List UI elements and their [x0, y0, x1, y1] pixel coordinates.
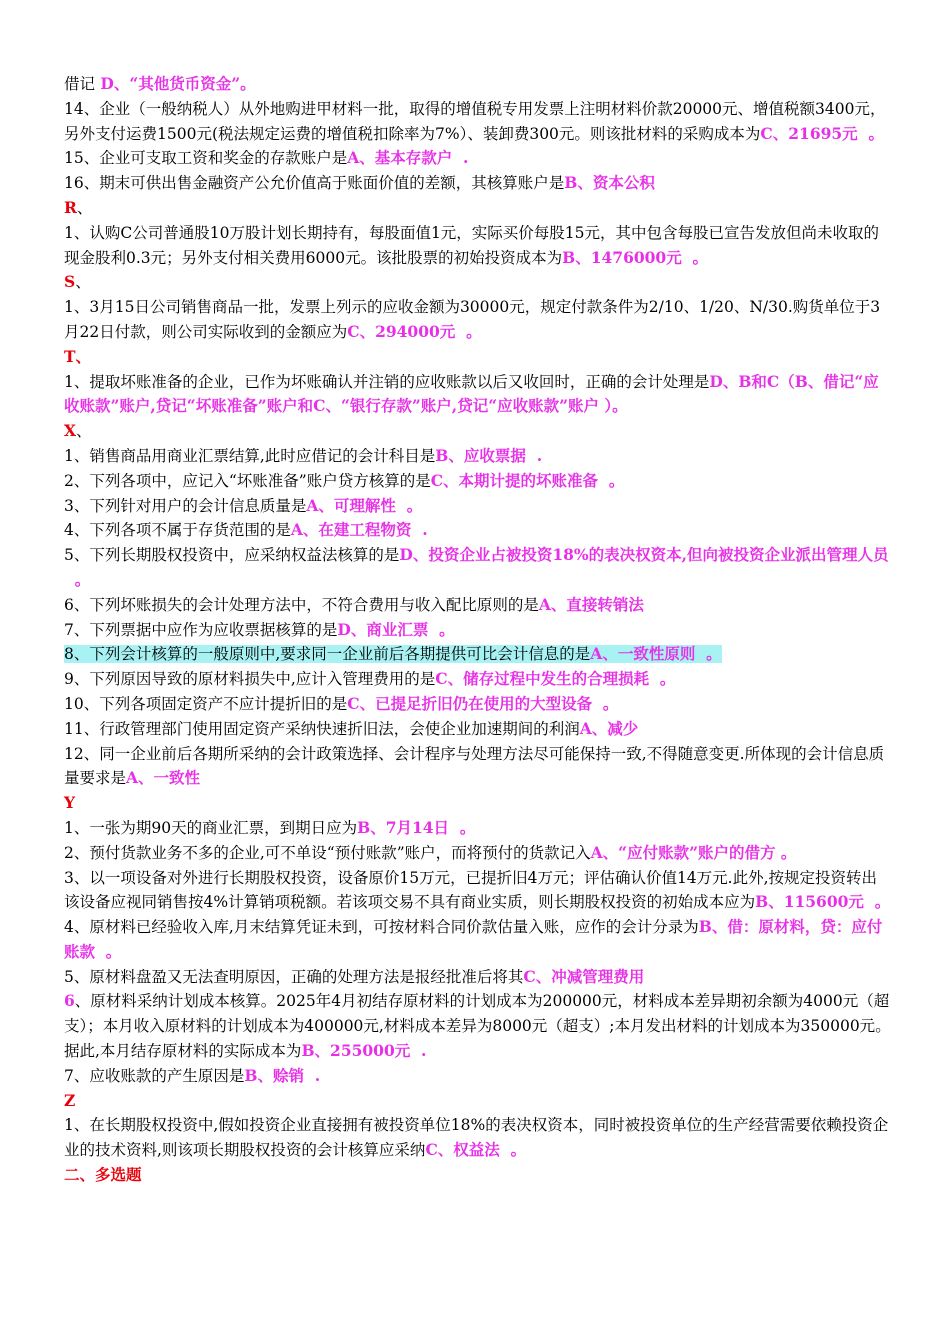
question-text: 14、企业（一般纳税人）从外地购进甲材料一批，取得的增值税专用发票上注明材料价款20000元、增值税额3400元，另外支付运费1500元(税法规定运费的增值税扣除率为7%）、装卸费300元。则该批材料的采购成本为	[64, 99, 886, 143]
trailing-punct: 、	[76, 198, 93, 217]
question-line	[64, 97, 892, 147]
question-line	[64, 1064, 892, 1089]
section-heading	[64, 419, 892, 444]
question-text: 6、下列坏账损失的会计处理方法中，不符合费用与收入配比原则的是	[64, 595, 539, 614]
question-text: 11、行政管理部门使用固定资产采纳快速折旧法，会使企业加速期间的利润	[64, 719, 580, 738]
question-line	[64, 816, 892, 841]
question-text: 5、下列长期股权投资中，应采纳权益法核算的是	[64, 546, 400, 565]
answer-text: B、255000元	[301, 1041, 411, 1061]
question-line	[64, 841, 892, 866]
question-text: 9、下列原因导致的原材料损失中,应计入管理费用的是	[64, 670, 436, 689]
question-text: 借记	[64, 75, 96, 93]
section-letter: X	[64, 421, 77, 441]
answer-text: A、“应付账款”账户的借方 。	[590, 842, 797, 862]
question-text: 1、销售商品用商业汇票结算,此时应借记的会计科目是	[64, 446, 436, 465]
question-line	[64, 667, 892, 692]
answer-text: B、7月14日	[357, 817, 450, 837]
question-number: 6	[64, 991, 75, 1011]
question-text: 1、认购C公司普通股10万股计划长期持有，每股面值1元，实际买价每股15元，其中包含每股已宣告发放但尚未收取的现金股利0.3元；另外支付相关费用6000元。该批股票的初始投资成本为	[64, 223, 880, 267]
question-text: 16、期末可供出售金融资产公允价值高于账面价值的差额，其核算账户是	[64, 174, 565, 193]
question-text: 8、下列会计核算的一般原则中,要求同一企业前后各期提供可比会计信息的是	[64, 645, 591, 664]
answer-text: A、一致性	[126, 768, 201, 788]
answer-text: C、21695元	[760, 123, 858, 143]
question-line	[64, 866, 892, 916]
question-text: 1、提取坏账准备的企业，已作为坏账确认并注销的应收账款以后又收回时，正确的会计处理是	[64, 372, 710, 391]
trailing-punct: .	[452, 148, 469, 168]
question-text: 7、下列票据中应作为应收票据核算的是	[64, 620, 338, 639]
trailing-punct: 。	[449, 817, 476, 837]
section-heading	[64, 270, 892, 295]
question-text: 4、下列各项不属于存货范围的是	[64, 521, 291, 540]
answer-text: C、已提足折旧仍在使用的大型设备	[347, 693, 593, 713]
answer-text: A、在建工程物资	[290, 520, 412, 540]
answer-text: A、基本存款户	[347, 148, 453, 168]
question-text: 2、预付货款业务不多的企业,可不单设“预付账款”账户，而将预付的货款记入	[64, 843, 591, 862]
answer-text: A、一致性原则	[590, 644, 696, 664]
answer-text: D、投资企业占被投资18%的表决权资本,但向被投资企业派出管理人员	[399, 545, 889, 565]
question-line	[64, 742, 892, 792]
answer-text: B、1476000元	[562, 247, 682, 267]
section-letter: T、	[64, 346, 92, 366]
section-heading	[64, 1163, 892, 1188]
trailing-punct: .	[411, 520, 428, 540]
trailing-punct: 、	[75, 273, 91, 292]
question-text: 7、应收账款的产生原因是	[64, 1066, 245, 1085]
trailing-punct: 。	[598, 470, 625, 490]
question-line	[64, 989, 892, 1063]
answer-text: A、直接转销法	[538, 594, 644, 614]
question-line	[64, 370, 892, 420]
question-text: 、原材料采纳计划成本核算。2025年4月初结存原材料的计划成本为200000元，材料成本差异期初余额为4000元（超支）；本月收入原材料的计划成本为400000元,材料成本差异为8000元（超支）;本月发出材料的计划成本为350000元。据此,本月结存原材料的实际成本为	[64, 992, 891, 1061]
answer-text: B、资本公积	[564, 173, 655, 193]
section-letter: R	[64, 197, 77, 217]
question-line	[64, 518, 892, 543]
question-text: 1、一张为期90天的商业汇票，到期日应为	[64, 818, 358, 837]
trailing-punct: 。	[857, 123, 884, 143]
trailing-punct: 。	[95, 941, 122, 961]
section-letter: S	[64, 272, 76, 292]
section-letter: Y	[64, 793, 76, 813]
answer-text: D、商业汇票	[337, 619, 429, 639]
section-heading	[64, 345, 892, 370]
question-line	[64, 642, 892, 667]
question-line	[64, 146, 892, 171]
answer-text: B、借：原材料，贷：应付账款	[64, 917, 883, 961]
section-letter: Z	[64, 1090, 76, 1110]
section-letter: 二、多选题	[64, 1165, 142, 1185]
question-line	[64, 444, 892, 469]
section-heading	[64, 1089, 892, 1114]
trailing-punct: 。	[592, 693, 619, 713]
trailing-punct: 。	[455, 321, 482, 341]
question-text: 5、原材料盘盈又无法查明原因，正确的处理方法是报经批准后将其	[64, 967, 524, 986]
question-text: 15、企业可支取工资和奖金的存款账户是	[64, 149, 348, 168]
question-line	[64, 469, 892, 494]
question-text: 3、以一项设备对外进行长期股权投资，设备原价15万元，已提折旧4万元；评估确认价值14万元.此外,按规定投资转出该设备应视同销售按4%计算销项税额。若该项交易不具有商业实质，则长期股权投资的初始成本应为	[64, 868, 878, 912]
trailing-punct: 。	[863, 892, 891, 912]
trailing-punct: 。	[649, 669, 676, 689]
answer-text: C、权益法	[425, 1140, 500, 1160]
question-line	[64, 543, 892, 593]
trailing-punct: 、	[76, 422, 92, 441]
question-line	[64, 593, 892, 618]
answer-text: D、B和C（B、借记“应收账款”账户,贷记“坏账准备”账户和C、“银行存款”账户,贷记“应收账款”账户 ）。	[64, 371, 879, 416]
trailing-punct: .	[410, 1041, 427, 1061]
question-line	[64, 915, 892, 965]
section-heading	[64, 196, 892, 221]
answer-text: A、可理解性	[306, 495, 396, 515]
trailing-punct: 。	[499, 1140, 527, 1160]
question-text: 2、下列各项中，应记入“坏账准备”账户贷方核算的是	[64, 471, 431, 490]
question-text: 12、同一企业前后各期所采纳的会计政策选择、会计程序与处理方法尽可能保持一致,不得随意变更.所体现的会计信息质量要求是	[64, 744, 885, 788]
trailing-punct: 。	[681, 247, 709, 267]
trailing-punct: 。	[695, 644, 722, 664]
section-heading	[64, 791, 892, 816]
question-line	[64, 965, 892, 990]
trailing-punct: 。	[64, 569, 91, 589]
trailing-punct: 。	[428, 619, 455, 639]
question-line	[64, 618, 892, 643]
question-line	[64, 171, 892, 196]
question-line	[64, 72, 892, 97]
question-text: 1、在长期股权投资中,假如投资企业直接拥有被投资单位18%的表决权资本，同时被投资单位的生产经营需要依赖投资企业的技术资料,则该项长期股权投资的会计核算应采纳	[64, 1116, 889, 1160]
answer-text: C、本期计提的坏账准备	[430, 470, 599, 490]
answer-text: B、115600元	[755, 892, 864, 912]
answer-text: B、赊销	[244, 1065, 304, 1085]
question-line	[64, 494, 892, 519]
document-page	[64, 72, 892, 1188]
answer-text: C、储存过程中发生的合理损耗	[435, 669, 650, 689]
trailing-punct: .	[303, 1065, 321, 1085]
answer-text: B、应收票据	[435, 445, 526, 465]
trailing-punct: .	[525, 445, 543, 465]
question-text: 4、原材料已经验收入库,月末结算凭证未到，可按材料合同价款估量入账，应作的会计分录为	[64, 918, 699, 937]
answer-text: C、294000元	[347, 321, 456, 341]
answer-text: A、减少	[579, 718, 639, 738]
question-text: 1、3月15日公司销售商品一批，发票上列示的应收金额为30000元，规定付款条件为2/10、1/20、N/30.购货单位于3月22日付款，则公司实际收到的金额应为	[64, 298, 881, 341]
question-line	[64, 717, 892, 742]
question-line	[64, 1113, 892, 1163]
question-text: 3、下列针对用户的会计信息质量是	[64, 496, 307, 515]
answer-text: D、“其他货币资金”。	[95, 74, 256, 93]
question-line	[64, 295, 892, 345]
trailing-punct: 。	[395, 495, 423, 515]
answer-text: C、冲减管理费用	[523, 966, 645, 986]
question-line	[64, 221, 892, 271]
question-text: 10、下列各项固定资产不应计提折旧的是	[64, 694, 348, 713]
question-line	[64, 692, 892, 717]
